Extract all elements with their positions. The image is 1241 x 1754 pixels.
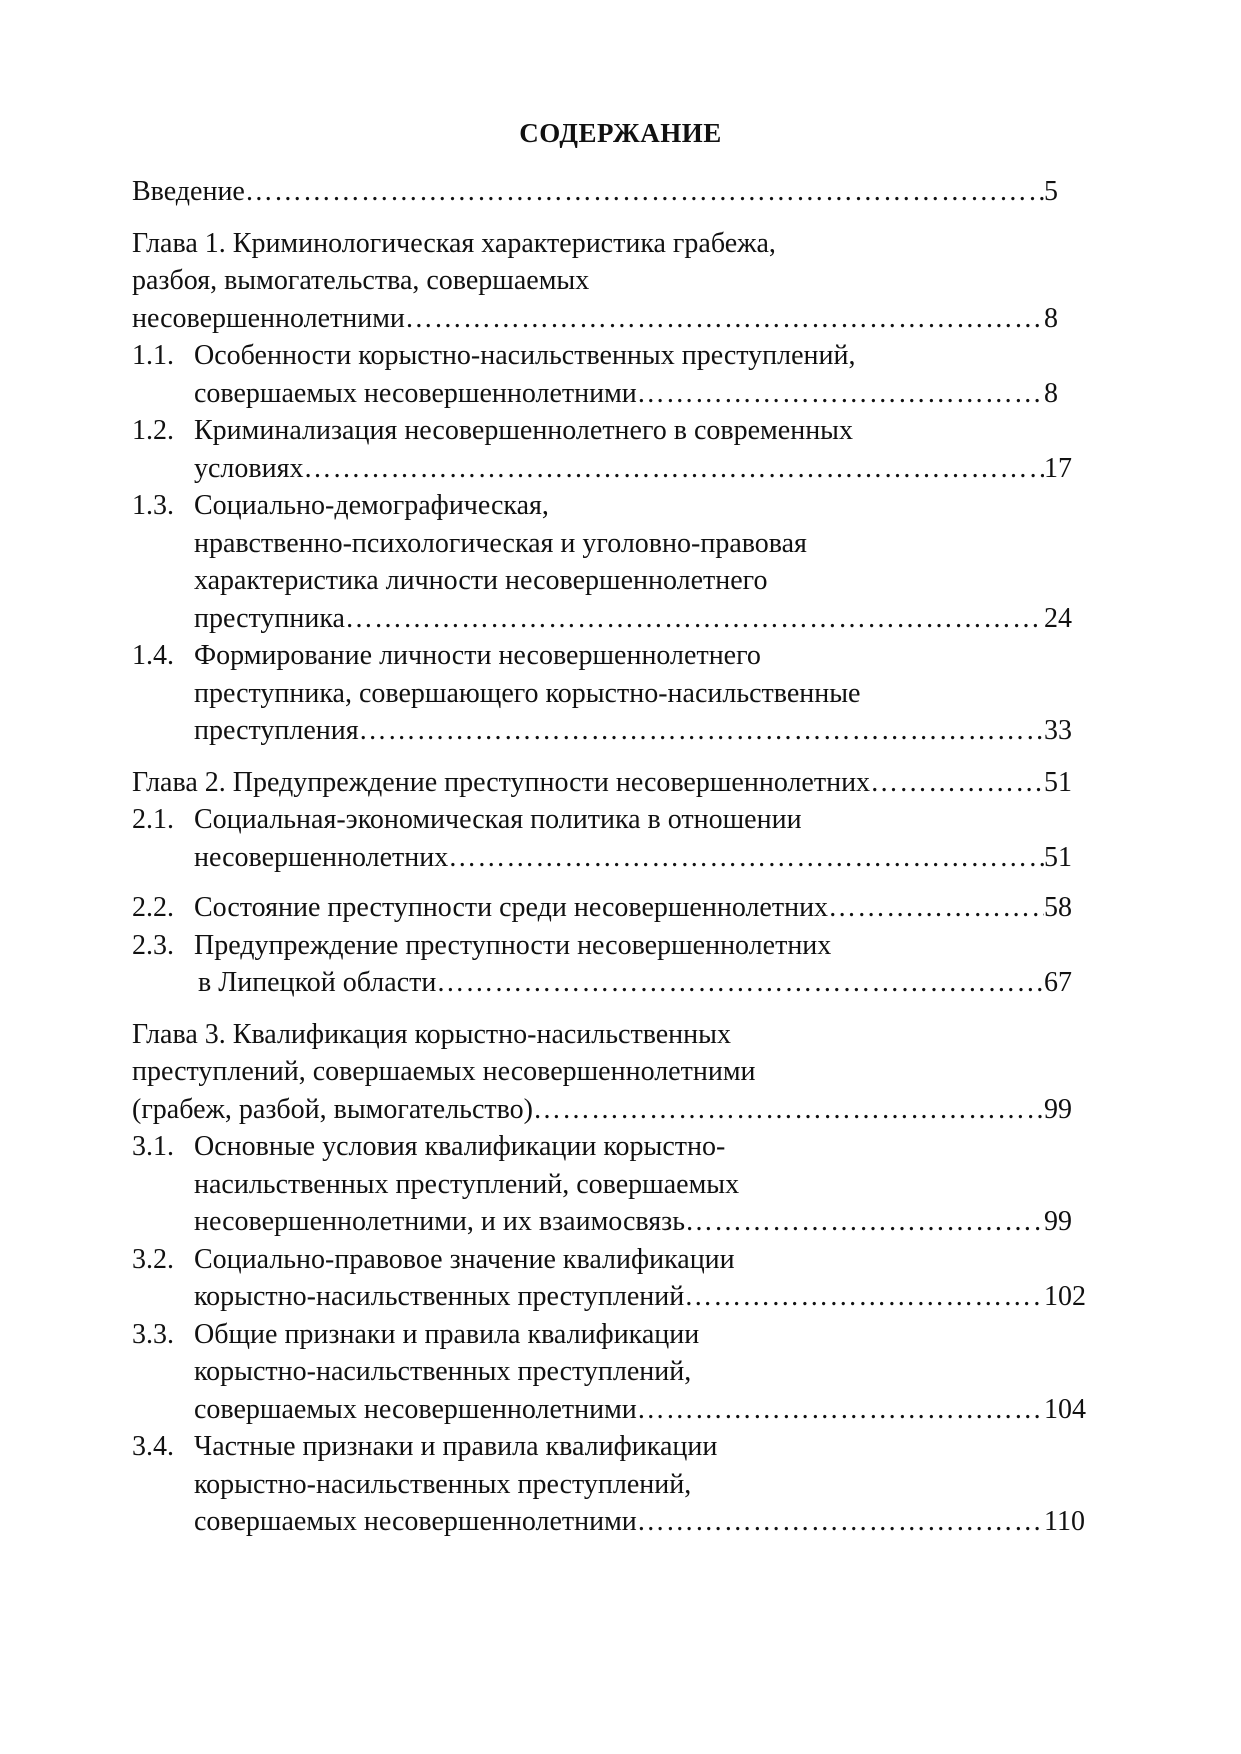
- section-title-line: Социально-демографическая,: [194, 490, 549, 521]
- section-title-line: корыстно-насильственных преступлений,: [194, 1468, 692, 1500]
- leader-dots: [405, 300, 1044, 338]
- section-number: 2.2.: [132, 892, 174, 923]
- section-title-line: Социальная-экономическая политика в отношении: [194, 804, 802, 835]
- chapter-heading-line: (грабеж, разбой, вымогательство): [132, 1093, 533, 1125]
- toc-entry-chapter-2: [132, 764, 1092, 802]
- toc-entry-section-3-2: [132, 1241, 1092, 1316]
- section-title-line: совершаемых несовершеннолетними: [194, 1393, 637, 1425]
- chapter-heading-line: несовершеннолетними: [132, 302, 405, 334]
- page-number: 24: [1044, 602, 1072, 634]
- page-number: 17: [1044, 452, 1072, 484]
- section-title-line: корыстно-насильственных преступлений,: [194, 1356, 692, 1387]
- chapter-heading-line: Глава 1. Криминологическая характеристика грабежа,: [132, 227, 776, 259]
- chapter-heading-line: Глава 3. Квалификация корыстно-насильственных: [132, 1018, 731, 1050]
- section-title-line: несовершеннолетними, и их взаимосвязь: [194, 1206, 685, 1237]
- section-title-line: несовершеннолетних: [194, 841, 449, 873]
- section-title-line: условиях: [194, 452, 304, 484]
- page-number: 51: [1044, 766, 1072, 798]
- toc-entry-introduction: [132, 173, 1092, 211]
- toc-entry-section-2-1: [132, 801, 1092, 876]
- page-number: 51: [1044, 841, 1072, 873]
- toc-entry-chapter-1: [132, 225, 1092, 338]
- leader-dots: [870, 764, 1044, 802]
- leader-dots: [828, 889, 1044, 927]
- section-number: 1.4.: [132, 640, 174, 671]
- toc-entry-section-3-1: [132, 1128, 1092, 1241]
- section-title-line: Основные условия квалификации корыстно-: [194, 1131, 726, 1162]
- section-number: 1.3.: [132, 490, 174, 521]
- page-number: 8: [1044, 377, 1058, 409]
- toc-entry-section-1-2: [132, 412, 1092, 487]
- leader-dots: [345, 600, 1044, 638]
- section-title-line: Особенности корыстно-насильственных преступлений,: [194, 340, 856, 371]
- leader-dots: [637, 1503, 1044, 1541]
- section-title-line: преступника: [194, 602, 345, 634]
- chapter-heading-line: разбоя, вымогательства, совершаемых: [132, 265, 590, 296]
- section-title-line: Предупреждение преступности несовершеннолетних: [194, 929, 832, 961]
- leader-dots: [637, 375, 1044, 413]
- toc-entry-section-2-3: [132, 927, 1092, 1002]
- section-number: 3.1.: [132, 1131, 174, 1162]
- page-number: 58: [1044, 892, 1072, 923]
- section-title-line: нравственно-психологическая и уголовно-правовая: [194, 527, 807, 559]
- section-number: 3.2.: [132, 1243, 174, 1275]
- section-number: 2.3.: [132, 929, 174, 961]
- section-title-line: корыстно-насильственных преступлений: [194, 1281, 685, 1312]
- leader-dots: [245, 173, 1044, 211]
- section-number: 2.1.: [132, 804, 174, 835]
- section-title-line: преступника, совершающего корыстно-насильственные: [194, 677, 861, 709]
- chapter-heading-line: преступлений, совершаемых несовершеннолетними: [132, 1056, 756, 1087]
- chapter-heading-line: Глава 2. Предупреждение преступности несовершеннолетних: [132, 766, 871, 798]
- section-title-line: совершаемых несовершеннолетними: [194, 1506, 637, 1537]
- page-number: 102: [1044, 1281, 1086, 1312]
- section-title-line: совершаемых несовершеннолетними: [194, 377, 637, 409]
- leader-dots: [436, 964, 1044, 1002]
- page-number: 99: [1044, 1206, 1072, 1237]
- table-of-contents: [132, 173, 1092, 1541]
- toc-entry-section-3-3: [132, 1316, 1092, 1429]
- page-number: 33: [1044, 715, 1072, 746]
- page-number: 5: [1044, 176, 1058, 207]
- toc-entry-chapter-3: [132, 1016, 1092, 1129]
- toc-entry-section-1-3: [132, 487, 1092, 637]
- section-number: 1.1.: [132, 340, 174, 371]
- section-title-line: характеристика личности несовершеннолетнего: [194, 565, 768, 596]
- toc-entry-section-2-2: [132, 889, 1092, 927]
- section-title-line: Состояние преступности среди несовершеннолетних: [194, 892, 829, 923]
- leader-dots: [685, 1203, 1044, 1241]
- leader-dots: [448, 839, 1044, 877]
- page-number: 67: [1044, 967, 1072, 998]
- section-title-line: Общие признаки и правила квалификации: [194, 1318, 700, 1350]
- section-title-line: Частные признаки и правила квалификации: [194, 1431, 718, 1462]
- section-title-line: насильственных преступлений, совершаемых: [194, 1168, 740, 1200]
- section-title-line: в Липецкой области: [198, 967, 437, 998]
- page-number: 99: [1044, 1093, 1072, 1125]
- leader-dots: [359, 712, 1044, 750]
- leader-dots: [684, 1278, 1044, 1316]
- toc-entry-section-1-1: [132, 337, 1092, 412]
- leader-dots: [303, 450, 1044, 488]
- page-number: 110: [1044, 1506, 1085, 1537]
- section-title-line: Формирование личности несовершеннолетнего: [194, 640, 761, 671]
- toc-entry-label: Введение: [132, 176, 245, 207]
- page-number: 8: [1044, 302, 1058, 334]
- section-title-line: Социально-правовое значение квалификации: [194, 1243, 735, 1275]
- leader-dots: [637, 1391, 1044, 1429]
- leader-dots: [533, 1091, 1044, 1129]
- section-number: 1.2.: [132, 415, 174, 446]
- toc-entry-section-3-4: [132, 1428, 1092, 1541]
- toc-entry-section-1-4: [132, 637, 1092, 750]
- section-number: 3.3.: [132, 1318, 174, 1350]
- page-number: 104: [1044, 1393, 1086, 1425]
- page-title: СОДЕРЖАНИЕ: [519, 118, 722, 148]
- section-title-line: преступления: [194, 715, 359, 746]
- section-number: 3.4.: [132, 1431, 174, 1462]
- section-title-line: Криминализация несовершеннолетнего в современных: [194, 415, 853, 446]
